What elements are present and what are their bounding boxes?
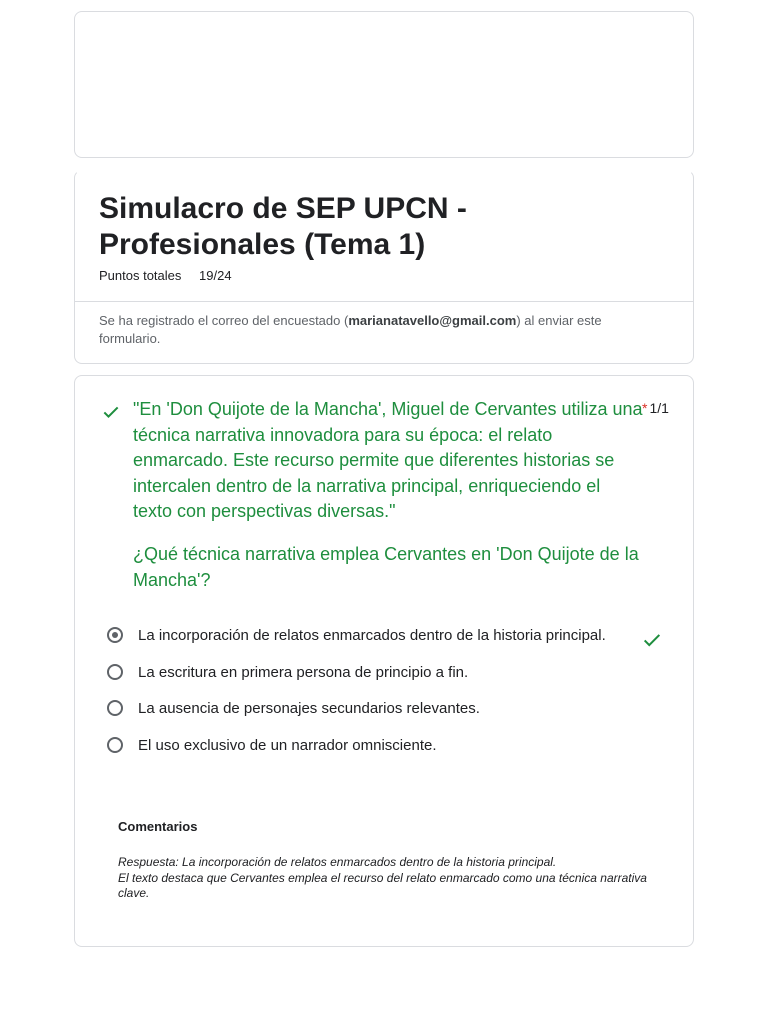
- email-recorded-note: [99, 312, 659, 348]
- answer-option[interactable]: [105, 695, 665, 732]
- correct-check-icon: [641, 629, 663, 651]
- total-points-label: Puntos totales: [99, 268, 182, 283]
- required-mark: *: [642, 400, 648, 416]
- radio-button[interactable]: [107, 700, 123, 716]
- email-note-prefix: Se ha registrado el correo del encuestado (: [99, 313, 349, 328]
- form-title: Simulacro de SEP UPCN - Profesionales (Tema 1): [99, 192, 467, 261]
- header-divider: [75, 301, 693, 302]
- question-prompt: ¿Qué técnica narrativa emplea Cervantes en 'Don Quijote de la Mancha'?: [133, 543, 639, 590]
- feedback-section: [118, 819, 658, 902]
- form-banner: [74, 11, 694, 158]
- option-label: La escritura en primera persona de principio a fin.: [138, 663, 469, 681]
- radio-button-selected[interactable]: [107, 627, 123, 643]
- answer-options: [105, 622, 665, 769]
- score-value: 1/1: [649, 400, 669, 416]
- total-points: [99, 268, 232, 283]
- answer-option[interactable]: [105, 732, 665, 769]
- question-card: [74, 375, 694, 947]
- email-note-suffix: ) al enviar este formulario.: [99, 313, 602, 346]
- radio-button[interactable]: [107, 737, 123, 753]
- answer-option[interactable]: [105, 622, 665, 659]
- option-label: La incorporación de relatos enmarcados dentro de la historia principal.: [138, 627, 606, 644]
- feedback-explanation-line: El texto destaca que Cervantes emplea el recurso del relato enmarcado como una técnica narrativa clave.: [118, 870, 647, 900]
- question-text: [133, 397, 643, 593]
- option-label: El uso exclusivo de un narrador omnisciente.: [138, 737, 437, 755]
- total-points-value: 19/24: [199, 268, 232, 283]
- form-header-card: [74, 170, 694, 364]
- question-score: [642, 400, 669, 416]
- option-label: La ausencia de personajes secundarios relevantes.: [138, 700, 480, 718]
- respondent-email: marianatavello@gmail.com: [348, 313, 517, 328]
- feedback-title: Comentarios: [118, 819, 198, 834]
- radio-button[interactable]: [107, 664, 123, 680]
- feedback-answer-line: Respuesta: La incorporación de relatos enmarcados dentro de la historia principal.: [118, 855, 557, 869]
- question-passage: "En 'Don Quijote de la Mancha', Miguel de Cervantes utiliza una técnica narrativa innovadora para su época: el relato enmarcado. Este recurso permite que diferentes historias se intercalen dentro de la narrativa principal, enriqueciendo el texto con perspectivas diversas.": [133, 399, 643, 522]
- check-icon: [101, 402, 121, 422]
- feedback-body: [118, 855, 658, 902]
- answer-option[interactable]: [105, 659, 665, 696]
